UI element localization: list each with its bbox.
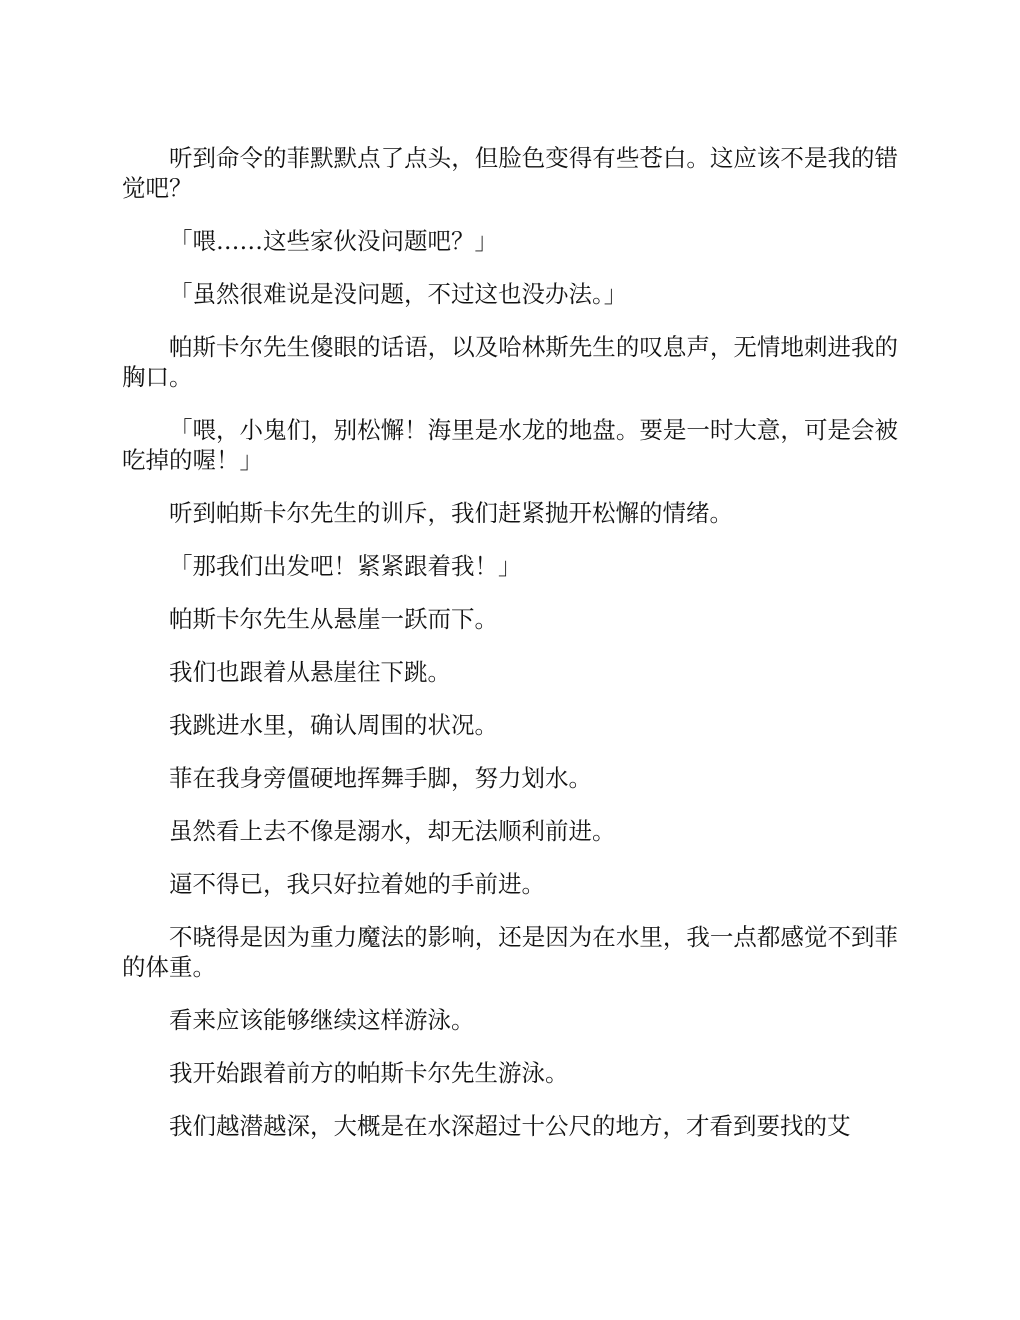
paragraph-11: 菲在我身旁僵硬地挥舞手脚，努力划水。 xyxy=(169,764,592,792)
paragraph-14: 不晓得是因为重力魔法的影响，还是因为在水里，我一点都感觉不到菲的体重。 xyxy=(122,923,898,981)
paragraph-2: 「喂……这些家伙没问题吧？」 xyxy=(169,227,498,255)
paragraph-5: 「喂，小鬼们，别松懈！海里是水龙的地盘。要是一时大意，可是会被吃掉的喔！」 xyxy=(122,416,898,474)
paragraph-3: 「虽然很难说是没问题，不过这也没办法。」 xyxy=(169,280,628,308)
paragraph-1: 听到命令的菲默默点了点头，但脸色变得有些苍白。这应该不是我的错觉吧？ xyxy=(122,144,898,202)
paragraph-8: 帕斯卡尔先生从悬崖一跃而下。 xyxy=(169,605,498,633)
paragraph-10: 我跳进水里，确认周围的状况。 xyxy=(169,711,498,739)
document-page xyxy=(122,143,898,1141)
paragraph-7: 「那我们出发吧！紧紧跟着我！」 xyxy=(169,552,522,580)
paragraph-12: 虽然看上去不像是溺水，却无法顺利前进。 xyxy=(169,817,616,845)
paragraph-9: 我们也跟着从悬崖往下跳。 xyxy=(169,658,451,686)
paragraph-4: 帕斯卡尔先生傻眼的话语，以及哈林斯先生的叹息声，无情地刺进我的胸口。 xyxy=(122,333,898,391)
paragraph-16: 我开始跟着前方的帕斯卡尔先生游泳。 xyxy=(169,1059,569,1087)
paragraph-13: 逼不得已，我只好拉着她的手前进。 xyxy=(169,870,545,898)
paragraph-17: 我们越潜越深，大概是在水深超过十公尺的地方，才看到要找的艾 xyxy=(169,1112,851,1140)
paragraph-6: 听到帕斯卡尔先生的训斥，我们赶紧抛开松懈的情绪。 xyxy=(169,499,733,527)
paragraph-15: 看来应该能够继续这样游泳。 xyxy=(169,1006,475,1034)
